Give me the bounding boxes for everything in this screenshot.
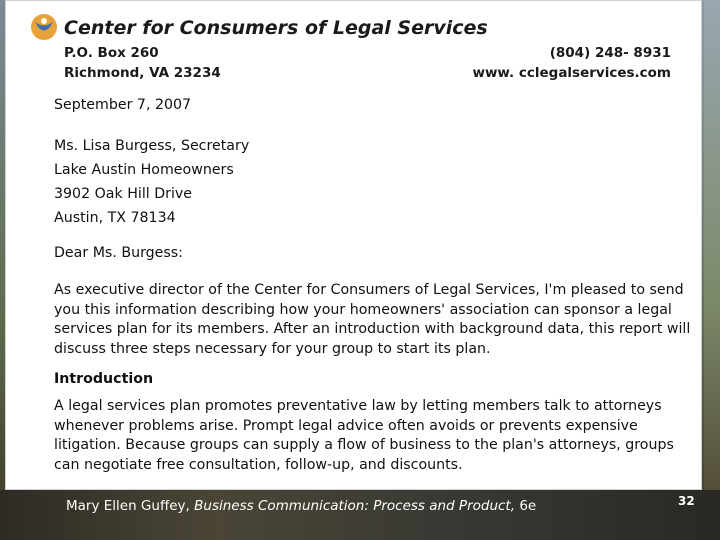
footer-book-title: Business Communication: Process and Product, [194, 498, 516, 514]
recipient-line: Ms. Lisa Burgess, Secretary [54, 138, 250, 154]
organization-logo-icon [30, 13, 58, 41]
paragraph-opening: As executive director of the Center for Consumers of Legal Services, I'm pleased to send you this information describing how your homeowners' association can sponsor a legal services plan for its members. After an introduction with background data, this report will discuss three steps necessary for your group to start its plan. [54, 282, 691, 357]
recipient-line: Austin, TX 78134 [54, 210, 176, 226]
recipient-address [54, 134, 694, 230]
slide-page-number: 32 [678, 494, 695, 508]
phone-number: (804) 248- 8931 [549, 45, 671, 61]
paragraph-introduction: A legal services plan promotes preventative law by letting members talk to attorneys whenever problems arise. Prompt legal advice often avoids or prevents expensive litigation. Because groups can supply a flow of business to the plan's attorneys, groups can negotiate free consultation, follow-up, and discounts. [54, 398, 674, 473]
contact-info [472, 43, 671, 83]
background-right [704, 0, 720, 540]
organization-name: Center for Consumers of Legal Services [64, 17, 488, 39]
address-line1: P.O. Box 260 [64, 45, 159, 61]
slide-footer-citation [66, 498, 536, 514]
mailing-address [64, 43, 221, 83]
address-line2: Richmond, VA 23234 [64, 65, 221, 81]
section-heading: Introduction [54, 371, 154, 387]
website-url: www. cclegalservices.com [472, 65, 671, 81]
recipient-line: 3902 Oak Hill Drive [54, 186, 193, 202]
footer-author: Mary Ellen Guffey, [66, 498, 190, 514]
letter-date: September 7, 2007 [54, 97, 192, 113]
salutation: Dear Ms. Burgess: [54, 245, 183, 261]
recipient-line: Lake Austin Homeowners [54, 162, 234, 178]
footer-edition: 6e [519, 498, 537, 514]
